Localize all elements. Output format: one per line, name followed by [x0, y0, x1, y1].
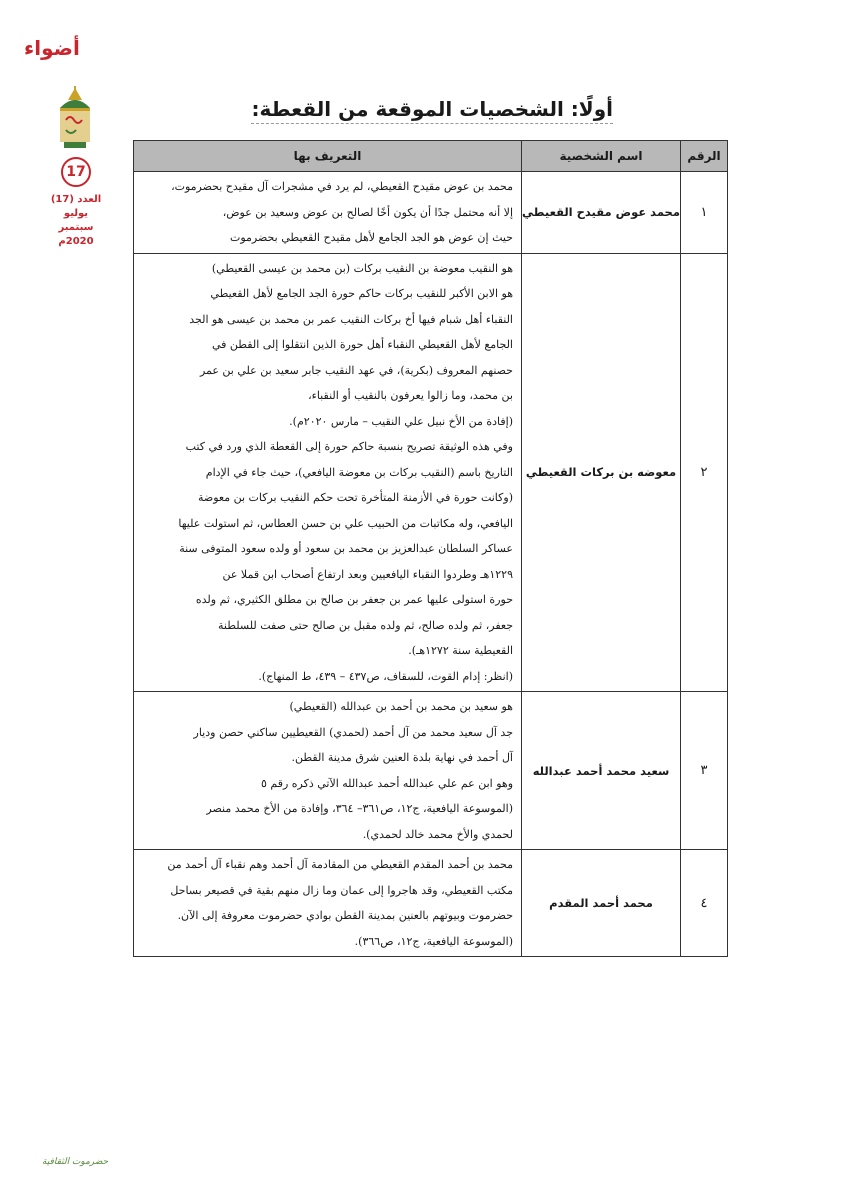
- definition-line: التاريخ باسم (النقيب بركات بن معوضة اليافعي)، حيث جاء في الإدام: [205, 465, 513, 479]
- definition-line: وهو ابن عم علي عبدالله أحمد عبدالله الآتي ذكره رقم ٥: [260, 776, 513, 790]
- header-name: اسم الشخصية: [522, 141, 681, 172]
- definition-line: (الموسوعة اليافعية، ج١٢، ص٣٦٦).: [354, 934, 513, 948]
- table-row: [134, 172, 728, 254]
- definition-line: محمد بن أحمد المقدم القعيطي من المقادمة آل أحمد وهم نقباء آل أحمد من: [167, 858, 513, 871]
- definition-line: وفي هذه الوثيقة تصريح بنسبة حاكم حورة إلى القعطة الذي ورد في كتب: [185, 440, 513, 453]
- issue-year: 2020م: [58, 236, 94, 247]
- person-definition: [134, 172, 522, 254]
- person-definition: [134, 850, 522, 957]
- footer-brand: حضرموت الثقافية: [42, 1157, 109, 1167]
- definition-line: جعفر، ثم ولده صالح، ثم ولده مقبل بن صالح حتى صفت للسلطنة: [218, 618, 513, 632]
- definition-line: حضرموت وبيوتهم بالعنين بمدينة القطن بوادي حضرموت معروفة إلى الآن.: [177, 909, 513, 922]
- person-name: سعيد محمد أحمد عبدالله: [522, 692, 681, 850]
- definition-line: اليافعي، وله مكاتبات من الحبيب علي بن حسن العطاس، ثم استولت عليها: [178, 516, 513, 530]
- definition-line: هو سعيد بن محمد بن أحمد بن عبدالله (القعيطي): [289, 700, 513, 713]
- section-label: أضواء: [24, 36, 80, 60]
- definition-line: ١٢٢٩هـ وطردوا النقباء اليافعيين وبعد ارتفاع أصحاب ابن قملا عن: [222, 567, 513, 581]
- row-number: ٤: [681, 850, 728, 957]
- definition-line: آل أحمد في نهاية بلدة العنين شرق مدينة القطن.: [291, 751, 513, 764]
- issue-number-badge: 17: [61, 157, 91, 187]
- person-name: معوضه بن بركات القعيطي: [522, 253, 681, 692]
- definition-line: (انظر: إدام القوت، للسقاف، ص٤٣٧ – ٤٣٩، ط المنهاج).: [258, 669, 513, 683]
- person-name: محمد عوض مقيدح القعيطي: [522, 172, 681, 254]
- header-number: الرقم: [681, 141, 728, 172]
- definition-line: مكتب القعيطي، وقد هاجروا إلى عمان وما زال منهم بقية في قصيعر بساحل: [170, 883, 513, 897]
- signatories-table: [133, 140, 728, 957]
- definition-line: محمد بن عوض مقيدح القعيطي، لم يرد في مشجرات آل مقيدح بحضرموت،: [171, 180, 513, 193]
- table-row: [134, 253, 728, 692]
- issue-month-2: سبتمبر: [58, 222, 94, 233]
- row-number: ١: [681, 172, 728, 254]
- definition-line: الجامع لأهل القعيطي النقباء أهل حورة الذين انتقلوا إلى القطن في: [211, 338, 513, 351]
- definition-line: بن محمد، وما زالوا يعرفون بالنقيب أو النقباء،: [308, 389, 513, 402]
- definition-line: (وكانت حورة في الأزمنة المتأخرة تحت حكم النقيب بركات بن معوضة: [197, 491, 513, 504]
- definition-line: النقباء أهل شبام فيها أخ بركات النقيب عمر بن محمد بن عيسى هو الجد: [189, 312, 513, 326]
- row-number: ٢: [681, 253, 728, 692]
- definition-line: هو الابن الأكبر للنقيب بركات حاكم حورة الجد الجامع لأهل القعيطي: [210, 287, 513, 300]
- page-title: أولًا: الشخصيات الموقعة من القعطة:: [251, 97, 613, 124]
- issue-label: العدد (17): [50, 194, 102, 205]
- definition-line: عساكر السلطان عبدالعزيز بن محمد بن سعود أو ولده سعود المتوفى سنة: [179, 542, 513, 555]
- table-row: [134, 850, 728, 957]
- definition-line: جد آل سعيد محمد من آل أحمد (لحمدي) القعيطيين ساكني حصن وديار: [193, 725, 513, 739]
- definition-line: لحمدي والأخ محمد خالد لحمدي).: [362, 827, 513, 841]
- table-header-row: [134, 141, 728, 172]
- person-name: محمد أحمد المقدم: [522, 850, 681, 957]
- definition-line: حصنهم المعروف (بكرية)، في عهد النقيب جابر سعيد بن علي بن عمر: [199, 363, 513, 377]
- definition-line: (الموسوعة اليافعية، ج١٢، ص٣٦١– ٣٦٤، وإفادة من الأخ محمد منصر: [206, 802, 513, 815]
- definition-line: حورة استولى عليها عمر بن جعفر بن صالح بن مطلق الكثيري، ثم ولده: [195, 593, 513, 606]
- definition-line: (إفادة من الأخ نبيل علي النقيب – مارس ٢٠٢٠م).: [289, 414, 513, 428]
- issue-month-1: يوليو: [63, 208, 89, 219]
- row-number: ٣: [681, 692, 728, 850]
- definition-line: هو النقيب معوضة بن النقيب بركات (بن محمد بن عيسى القعيطي): [211, 261, 513, 275]
- definition-line: القعيطية سنة ١٢٧٢هـ).: [408, 644, 513, 657]
- person-definition: [134, 692, 522, 850]
- magazine-logo-icon: [54, 86, 96, 152]
- definition-line: إلا أنه محتمل جدًا أن يكون أخًا لصالح بن عوض وسعيد بن عوض،: [222, 205, 513, 219]
- definition-line: حيث إن عوض هو الجد الجامع لأهل مقيدح القعيطي بحضرموت: [230, 231, 513, 244]
- table-row: [134, 692, 728, 850]
- header-definition: التعريف بها: [134, 141, 522, 172]
- person-definition: [134, 253, 522, 692]
- issue-info: [40, 193, 112, 249]
